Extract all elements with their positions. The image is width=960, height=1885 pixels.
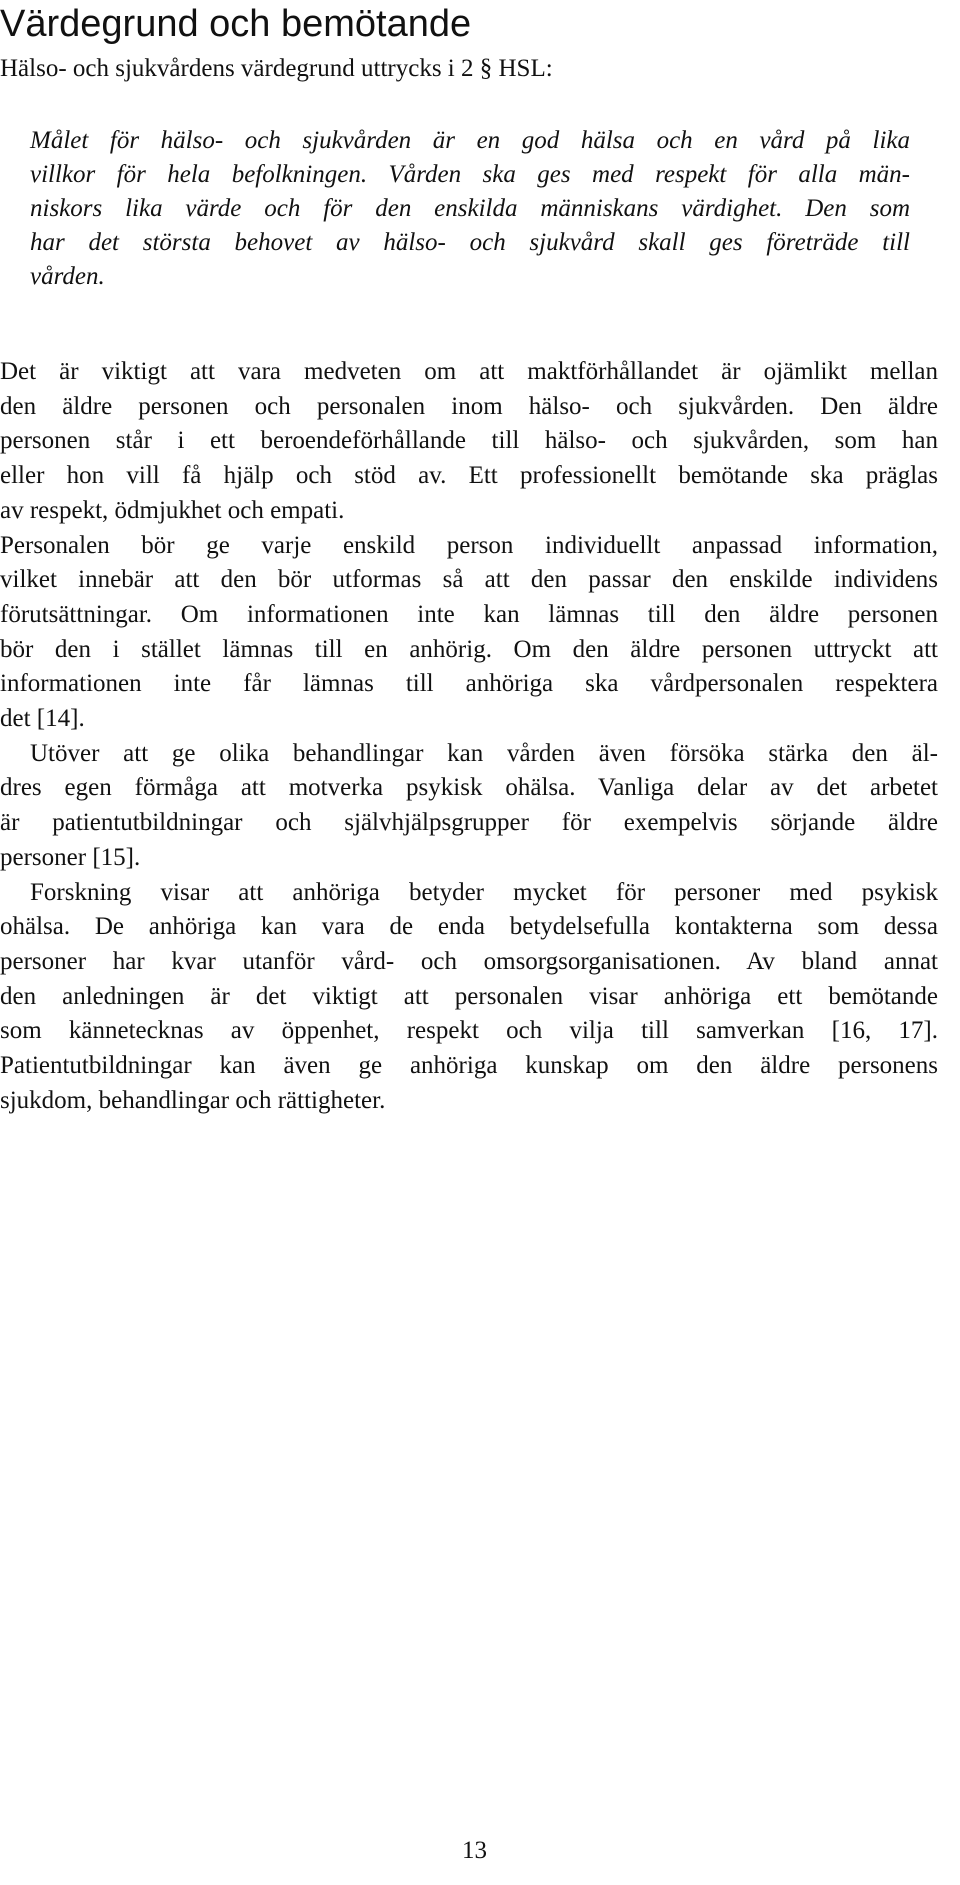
body-line: är patientutbildningar och självhjälpsgrupper för exempelvis sörjande äldre xyxy=(0,809,938,837)
body-line: vilket innebär att den bör utformas så att den passar den enskilde individens xyxy=(0,566,938,594)
body-line: ohälsa. De anhöriga kan vara de enda betydelsefulla kontakterna som dessa xyxy=(0,913,938,941)
body-line: personer [15]. xyxy=(0,843,141,871)
law-quote xyxy=(30,124,910,294)
quote-line: vården. xyxy=(30,263,105,290)
body-line: Personalen bör ge varje enskild person individuellt anpassad information, xyxy=(0,531,938,559)
body-line: Patientutbildningar kan även ge anhöriga kunskap om den äldre personens xyxy=(0,1052,938,1080)
body-line: förutsättningar. Om informationen inte kan lämnas till den äldre personen xyxy=(0,600,938,628)
body-line: det [14]. xyxy=(0,705,85,733)
body-line: personer har kvar utanför vård- och omsorgsorganisationen. Av bland annat xyxy=(0,947,938,975)
quote-line: villkor för hela befolkningen. Vården ska ges med respekt för alla män- xyxy=(30,161,910,188)
intro-paragraph: Hälso- och sjukvårdens värdegrund uttrycks i 2 § HSL: xyxy=(0,55,553,82)
body-line: informationen inte får lämnas till anhöriga ska vårdpersonalen respektera xyxy=(0,670,938,698)
body-line: den anledningen är det viktigt att personalen visar anhöriga ett bemötande xyxy=(0,982,938,1010)
section-heading: Värdegrund och bemötande xyxy=(0,3,472,45)
body-line: som kännetecknas av öppenhet, respekt och vilja till samverkan [16, 17]. xyxy=(0,1017,938,1045)
body-line: Forskning visar att anhöriga betyder mycket för personer med psykisk xyxy=(30,878,938,906)
body-line: sjukdom, behandlingar och rättigheter. xyxy=(0,1086,386,1114)
body-line: dres egen förmåga att motverka psykisk ohälsa. Vanliga delar av det arbetet xyxy=(0,774,938,802)
body-line: personen står i ett beroendeförhållande till hälso- och sjukvården, som han xyxy=(0,427,938,455)
page-number: 13 xyxy=(462,1837,487,1864)
body-text xyxy=(0,355,938,1118)
body-line: Utöver att ge olika behandlingar kan vården även försöka stärka den äl- xyxy=(30,739,938,767)
body-line: eller hon vill få hjälp och stöd av. Ett professionellt bemötande ska präglas xyxy=(0,462,938,490)
body-line: Det är viktigt att vara medveten om att maktförhållandet är ojämlikt mellan xyxy=(0,358,938,385)
quote-line: Målet för hälso- och sjukvården är en god hälsa och en vård på lika xyxy=(30,127,910,154)
body-line: den äldre personen och personalen inom hälso- och sjukvården. Den äldre xyxy=(0,392,938,420)
quote-line: niskors lika värde och för den enskilda människans värdighet. Den som xyxy=(30,195,910,222)
body-line: av respekt, ödmjukhet och empati. xyxy=(0,496,345,524)
body-line: bör den i stället lämnas till en anhörig. Om den äldre personen uttryckt att xyxy=(0,635,938,663)
quote-line: har det största behovet av hälso- och sjukvård skall ges företräde till xyxy=(30,229,910,256)
